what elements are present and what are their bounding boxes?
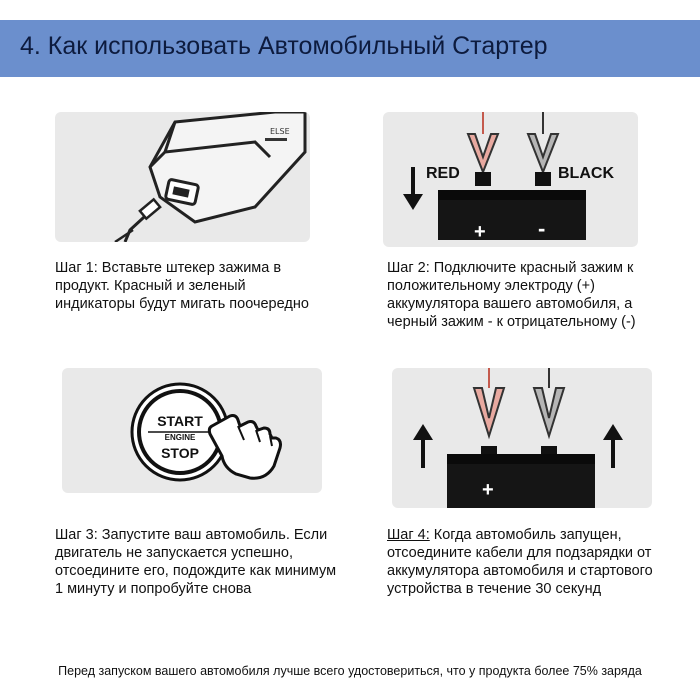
engine-label: ENGINE [164,433,196,442]
step-3-label: Шаг 3: [55,527,98,543]
step-1-label: Шаг 1: [55,260,98,276]
jump-starter-device-icon [150,112,305,222]
step-4-caption [387,526,662,598]
step-3-caption [55,526,345,598]
black-label: BLACK [558,165,614,182]
step-1-text: Вставьте штекер зажима в продукт. Красный и зеленый индикаторы будут мигать поочередно [55,260,309,312]
black-clamp-icon [534,368,564,458]
step-4-illustration [392,368,652,508]
clamp-plug-icon [115,199,160,242]
red-clamp-icon [468,112,498,186]
red-clamp-icon [474,368,504,458]
black-clamp-icon [528,112,558,186]
step-2-illustration [383,112,638,247]
arrow-down-icon [403,167,423,210]
battery-icon [438,190,586,240]
step-3-illustration [62,368,322,493]
battery-icon [447,454,595,508]
battery-plus-label: + [474,221,486,243]
battery-minus-label: - [538,216,546,241]
step-2-caption [387,259,642,331]
svg-text:ELSE: ELSE [270,127,290,136]
step-4-label: Шаг 4: [387,527,430,543]
red-label: RED [426,165,460,182]
arrow-up-icon [603,424,623,468]
arrow-up-icon [413,424,433,468]
step-1-caption [55,259,325,313]
page-title: 4. Как использовать Автомобильный Стартер [20,32,548,60]
step-3-text: Запустите ваш автомобиль. Если двигатель не запускается успешно, отсоедините его, подождите как минимум 1 минуту и попробуйте снова [55,527,337,597]
title-banner [0,20,700,77]
step-2-label: Шаг 2: [387,260,430,276]
step-2-text: Подключите красный зажим к положительному электроду (+) аккумулятора вашего автомобиля, а черный зажим - к отрицательному (-) [387,260,636,330]
hand-pointer-icon [209,416,280,479]
step-4-text: Когда автомобиль запущен, отсоедините кабели для подзарядки от аккумулятора автомобиля и стартового устройства в течение 30 секунд [387,527,653,597]
start-label: START [157,413,203,429]
step-1-illustration [55,112,310,242]
stop-label: STOP [161,445,199,461]
battery-plus-label: + [482,479,494,501]
charge-note: Перед запуском вашего автомобиля лучше всего удостовериться, что у продукта более 75% заряда [58,664,642,678]
